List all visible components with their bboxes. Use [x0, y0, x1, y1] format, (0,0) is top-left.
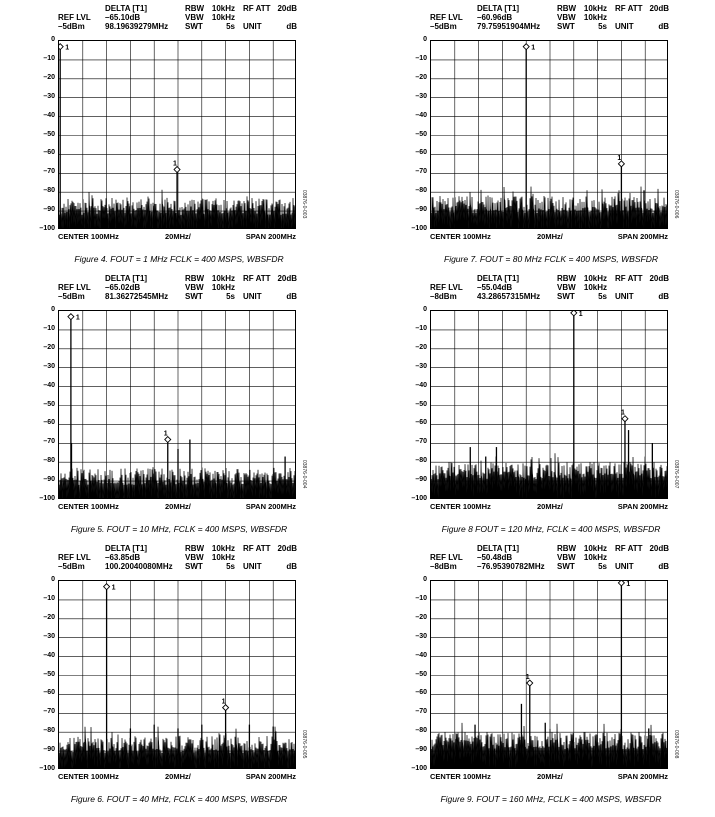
y-tick-label: –30: [415, 632, 427, 640]
freq-per-div-label: 20MHz/: [537, 502, 563, 511]
header-field: SWT: [557, 22, 575, 31]
header-field: dB: [286, 292, 297, 301]
y-tick-label: –90: [415, 476, 427, 484]
y-tick-label: –50: [415, 400, 427, 408]
header-field: VBW: [557, 283, 576, 292]
header-field: RBW: [185, 544, 205, 553]
marker-diamond: [618, 581, 624, 586]
y-tick-label: –70: [43, 168, 55, 176]
y-tick-label: –50: [43, 400, 55, 408]
y-tick-label: –10: [415, 594, 427, 602]
marker-label: 1: [531, 44, 536, 52]
header-field: dB: [658, 562, 669, 571]
y-tick-label: –100: [411, 765, 427, 772]
y-tick-label: –10: [415, 324, 427, 332]
header-field: REF LVL: [430, 553, 463, 562]
y-tick-label: –90: [415, 746, 427, 754]
spectrum-svg: [431, 581, 668, 769]
header-field: 5s: [226, 22, 235, 31]
figure-code: 03876-0-007: [673, 460, 679, 489]
header-field: –65.02dB: [105, 283, 141, 292]
y-tick-label: –40: [43, 381, 55, 389]
center-freq-label: CENTER 100MHz: [430, 772, 491, 781]
header-field: 20dB: [277, 4, 297, 13]
header-field: 5s: [226, 562, 235, 571]
y-tick-label: –50: [43, 670, 55, 678]
span-label: SPAN 200MHz: [245, 232, 296, 241]
figure-caption: Figure 7. FOUT = 80 MHz FCLK = 400 MSPS, WBSFDR: [444, 254, 658, 264]
header-field: 10kHz: [583, 283, 607, 292]
freq-per-div-label: 20MHz/: [537, 772, 563, 781]
marker-label: 1: [173, 160, 177, 168]
header-field: REF LVL: [58, 13, 91, 22]
header-field: 5s: [226, 292, 235, 301]
y-tick-label: –20: [43, 343, 55, 351]
header-field: RBW: [557, 4, 577, 13]
header-field: UNIT: [243, 22, 262, 31]
y-tick-label: –40: [43, 651, 55, 659]
header-field: SWT: [185, 292, 203, 301]
header-field: RF ATT: [615, 4, 643, 13]
y-tick-label: –40: [43, 111, 55, 119]
figure-caption: Figure 4. FOUT = 1 MHz FCLK = 400 MSPS, WBSFDR: [74, 254, 284, 264]
header-field: RF ATT: [615, 274, 643, 283]
y-tick-label: –80: [43, 187, 55, 195]
y-tick-label: –30: [415, 362, 427, 370]
header-field: DELTA [T1]: [105, 4, 148, 13]
y-tick-label: –20: [415, 73, 427, 81]
header-field: RF ATT: [615, 544, 643, 553]
spectrum-panel: [25, 0, 305, 270]
y-tick-label: –60: [415, 149, 427, 157]
figure-code: 03876-0-004: [301, 460, 307, 489]
y-tick-label: –40: [415, 111, 427, 119]
freq-per-div-label: 20MHz/: [165, 502, 191, 511]
header-field: 81.36272545MHz: [105, 292, 169, 301]
marker-label: 1: [525, 674, 530, 682]
y-tick-label: –60: [43, 689, 55, 697]
spectrum-panel: [397, 0, 677, 270]
y-tick-label: –100: [39, 225, 55, 232]
y-tick-label: –100: [411, 225, 427, 232]
header-field: VBW: [185, 283, 204, 292]
y-tick-label: 0: [51, 306, 55, 313]
y-tick-label: –10: [43, 594, 55, 602]
marker-diamond: [68, 314, 74, 320]
y-tick-label: –80: [43, 727, 55, 735]
span-label: SPAN 200MHz: [617, 772, 668, 781]
y-tick-label: –20: [415, 613, 427, 621]
y-tick-label: –10: [415, 54, 427, 62]
header-field: 43.28657315MHz: [477, 292, 541, 301]
header-field: RF ATT: [243, 544, 271, 553]
y-tick-label: –50: [43, 130, 55, 138]
y-tick-label: –60: [43, 149, 55, 157]
y-tick-label: –10: [43, 324, 55, 332]
spectrum-svg: [431, 311, 668, 499]
header-field: SWT: [185, 22, 203, 31]
header-field: SWT: [557, 562, 575, 571]
header-field: 79.75951904MHz: [477, 22, 541, 31]
marker-label: 1: [620, 409, 625, 417]
header-field: –8dBm: [430, 292, 457, 301]
span-label: SPAN 200MHz: [245, 502, 296, 511]
header-field: 98.19639279MHz: [105, 22, 169, 31]
header-field: –55.04dB: [477, 283, 513, 292]
header-field: 10kHz: [583, 4, 607, 13]
freq-per-div-label: 20MHz/: [165, 772, 191, 781]
header-field: UNIT: [615, 22, 634, 31]
spectrum-panel: [397, 270, 677, 540]
header-field: RF ATT: [243, 274, 271, 283]
spectrum-svg: [431, 41, 668, 229]
marker-diamond: [104, 584, 110, 590]
header-field: RF ATT: [243, 4, 271, 13]
y-tick-label: 0: [423, 36, 427, 43]
header-field: 5s: [598, 292, 607, 301]
spectrum-plot: [58, 580, 296, 769]
y-tick-label: –20: [43, 73, 55, 81]
header-field: 5s: [598, 22, 607, 31]
noise-floor-trace: [431, 187, 668, 229]
figure-code: 03876-0-006: [673, 190, 679, 219]
y-tick-label: –30: [43, 362, 55, 370]
y-tick-label: –100: [411, 495, 427, 502]
y-tick-label: 0: [51, 576, 55, 583]
noise-floor-trace: [431, 723, 668, 769]
center-freq-label: CENTER 100MHz: [58, 232, 119, 241]
spectrum-plot: [58, 310, 296, 499]
header-field: 10kHz: [211, 4, 235, 13]
y-tick-label: –30: [43, 92, 55, 100]
marker-label: 1: [65, 44, 70, 52]
header-field: 10kHz: [211, 274, 235, 283]
header-field: 10kHz: [583, 553, 607, 562]
spectrum-plot: [430, 580, 668, 769]
noise-floor-trace: [431, 453, 668, 499]
y-tick-label: –90: [415, 206, 427, 214]
span-label: SPAN 200MHz: [617, 502, 668, 511]
y-tick-label: –50: [415, 670, 427, 678]
y-tick-label: –20: [43, 613, 55, 621]
header-field: –5dBm: [58, 22, 85, 31]
header-field: –8dBm: [430, 562, 457, 571]
header-field: DELTA [T1]: [477, 544, 520, 553]
header-field: RBW: [185, 274, 205, 283]
header-field: VBW: [185, 553, 204, 562]
spectrum-svg: [59, 581, 296, 769]
marker-label: 1: [221, 698, 226, 706]
header-field: VBW: [557, 13, 576, 22]
y-tick-label: –10: [43, 54, 55, 62]
header-field: 20dB: [649, 4, 669, 13]
freq-per-div-label: 20MHz/: [165, 232, 191, 241]
y-tick-label: 0: [423, 576, 427, 583]
header-field: 5s: [598, 562, 607, 571]
y-tick-label: –30: [415, 92, 427, 100]
header-field: RBW: [557, 274, 577, 283]
header-field: DELTA [T1]: [105, 274, 148, 283]
header-field: REF LVL: [430, 283, 463, 292]
y-tick-label: –100: [39, 495, 55, 502]
spectrum-plot: [430, 310, 668, 499]
marker-label: 1: [617, 154, 622, 162]
center-freq-label: CENTER 100MHz: [58, 772, 119, 781]
header-field: 100.20040080MHz: [105, 562, 173, 571]
header-field: –63.85dB: [105, 553, 141, 562]
header-field: dB: [658, 22, 669, 31]
header-field: 10kHz: [211, 283, 235, 292]
y-tick-label: –30: [43, 632, 55, 640]
y-tick-label: –20: [415, 343, 427, 351]
figure-code: 03876-0-008: [673, 730, 679, 759]
figure-code: 03876-0-003: [301, 190, 307, 219]
header-field: 10kHz: [211, 553, 235, 562]
header-field: 20dB: [277, 544, 297, 553]
header-field: SWT: [557, 292, 575, 301]
spectrum-svg: [59, 311, 296, 499]
y-tick-label: –40: [415, 651, 427, 659]
header-field: RBW: [557, 544, 577, 553]
y-tick-label: –80: [415, 187, 427, 195]
y-tick-label: –50: [415, 130, 427, 138]
y-tick-label: –70: [415, 708, 427, 716]
header-field: UNIT: [615, 292, 634, 301]
marker-diamond: [59, 44, 63, 50]
header-field: DELTA [T1]: [477, 274, 520, 283]
y-tick-label: –70: [43, 438, 55, 446]
header-field: –76.95390782MHz: [477, 562, 545, 571]
marker-diamond: [571, 311, 577, 316]
header-field: dB: [658, 292, 669, 301]
y-tick-label: –90: [43, 746, 55, 754]
spectrum-plot: [430, 40, 668, 229]
header-field: DELTA [T1]: [105, 544, 148, 553]
figure-code: 03876-0-005: [301, 730, 307, 759]
center-freq-label: CENTER 100MHz: [430, 232, 491, 241]
header-field: VBW: [557, 553, 576, 562]
figure-caption: Figure 9. FOUT = 160 MHz, FCLK = 400 MSPS, WBSFDR: [440, 794, 662, 804]
marker-label: 1: [163, 430, 168, 438]
spectrum-panel: [397, 540, 677, 810]
spectrum-panel: [25, 540, 305, 810]
spectrum-panel: [25, 270, 305, 540]
header-field: UNIT: [243, 292, 262, 301]
header-field: dB: [286, 562, 297, 571]
header-field: 20dB: [277, 274, 297, 283]
header-field: dB: [286, 22, 297, 31]
header-field: UNIT: [615, 562, 634, 571]
header-field: UNIT: [243, 562, 262, 571]
header-field: DELTA [T1]: [477, 4, 520, 13]
y-tick-label: –90: [43, 476, 55, 484]
y-tick-label: –60: [415, 689, 427, 697]
marker-label: 1: [578, 311, 583, 318]
header-field: RBW: [185, 4, 205, 13]
header-field: 10kHz: [211, 544, 235, 553]
figure-caption: Figure 6. FOUT = 40 MHz, FCLK = 400 MSPS, WBSFDR: [70, 794, 288, 804]
header-field: SWT: [185, 562, 203, 571]
header-field: 10kHz: [211, 13, 235, 22]
header-field: –50.48dB: [477, 553, 513, 562]
y-tick-label: –40: [415, 381, 427, 389]
y-tick-label: –100: [39, 765, 55, 772]
marker-diamond: [523, 44, 529, 50]
y-tick-label: –80: [43, 457, 55, 465]
marker-label: 1: [626, 581, 631, 588]
y-tick-label: –70: [415, 438, 427, 446]
span-label: SPAN 200MHz: [245, 772, 296, 781]
figure-caption: Figure 5. FOUT = 10 MHz, FCLK = 400 MSPS, WBSFDR: [70, 524, 288, 534]
header-field: 20dB: [649, 274, 669, 283]
y-tick-label: –80: [415, 457, 427, 465]
header-field: –5dBm: [58, 562, 85, 571]
span-label: SPAN 200MHz: [617, 232, 668, 241]
center-freq-label: CENTER 100MHz: [430, 502, 491, 511]
header-field: REF LVL: [58, 553, 91, 562]
y-tick-label: –70: [415, 168, 427, 176]
header-field: 10kHz: [583, 274, 607, 283]
header-field: –65.10dB: [105, 13, 141, 22]
header-field: 10kHz: [583, 544, 607, 553]
header-field: 10kHz: [583, 13, 607, 22]
y-tick-label: –90: [43, 206, 55, 214]
freq-per-div-label: 20MHz/: [537, 232, 563, 241]
y-tick-label: –60: [415, 419, 427, 427]
spectrum-plot: [58, 40, 296, 229]
header-field: –5dBm: [58, 292, 85, 301]
figure-caption: Figure 8 FOUT = 120 MHz, FCLK = 400 MSPS, WBSFDR: [441, 524, 661, 534]
y-tick-label: 0: [51, 36, 55, 43]
marker-label: 1: [111, 584, 116, 592]
header-field: –5dBm: [430, 22, 457, 31]
y-tick-label: –80: [415, 727, 427, 735]
marker-label: 1: [75, 314, 80, 322]
header-field: REF LVL: [58, 283, 91, 292]
spectrum-svg: [59, 41, 296, 229]
header-field: VBW: [185, 13, 204, 22]
y-tick-label: –60: [43, 419, 55, 427]
header-field: 20dB: [649, 544, 669, 553]
header-field: –60.96dB: [477, 13, 513, 22]
header-field: REF LVL: [430, 13, 463, 22]
y-tick-label: –70: [43, 708, 55, 716]
center-freq-label: CENTER 100MHz: [58, 502, 119, 511]
y-tick-label: 0: [423, 306, 427, 313]
